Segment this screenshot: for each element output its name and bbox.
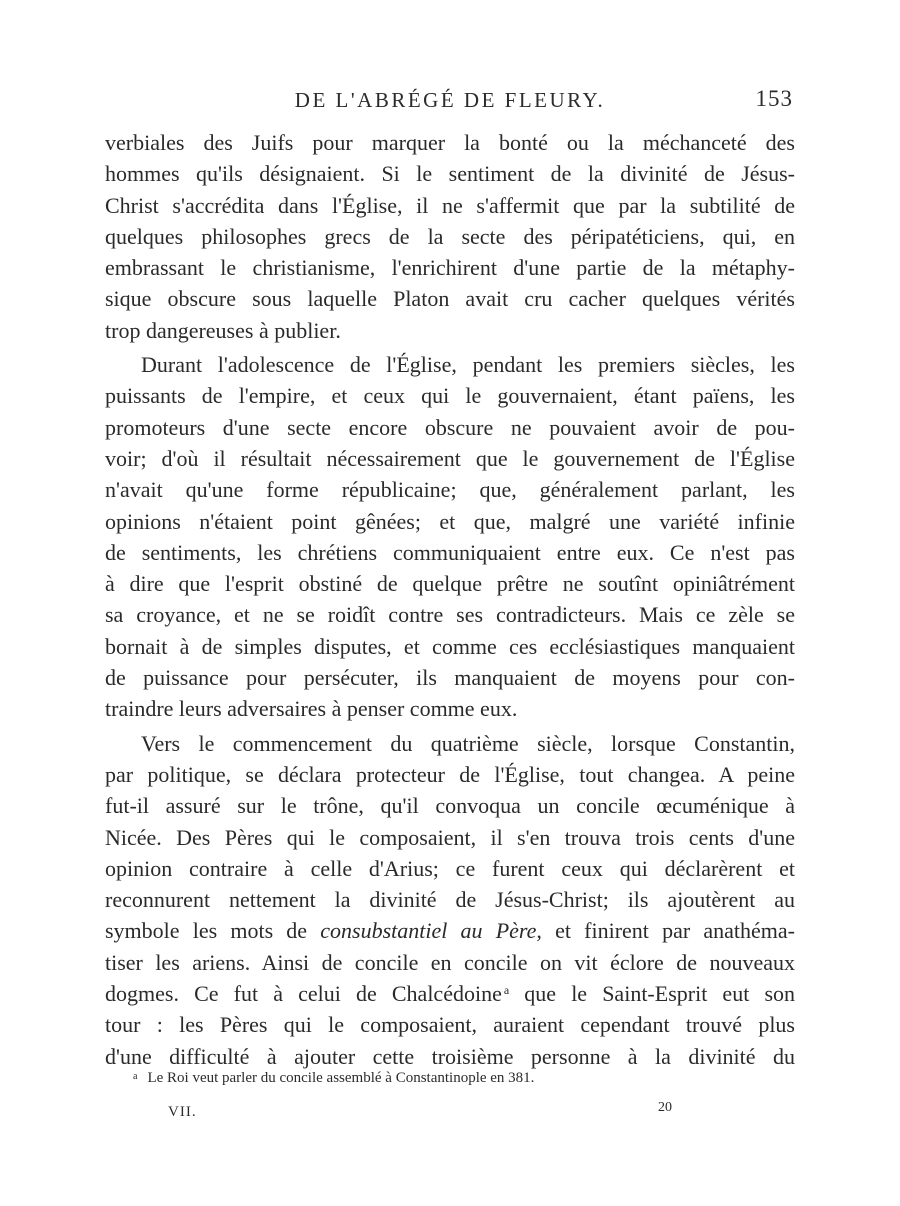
text-line: promoteurs d'une secte encore obscure ne pouvaient avoir de pou-	[105, 414, 795, 440]
text-run: dogmes. Ce fut à celui de Chalcédoine	[105, 981, 502, 1007]
text-line: à dire que l'esprit obstiné de quelque prêtre ne soutînt opiniâtrément	[105, 571, 795, 597]
text-line: sa croyance, et ne se roidît contre ses contradicteurs. Mais ce zèle se	[105, 602, 795, 628]
page-number: 153	[755, 86, 793, 111]
footnote-text: Le Roi veut parler du concile assemblé à Constantinople en 381.	[147, 1070, 535, 1086]
text-line: tiser les ariens. Ainsi de concile en concile on vit éclore de nouveaux	[105, 949, 795, 975]
text-line: reconnurent nettement la divinité de Jésus-Christ; ils ajoutèrent au	[105, 887, 795, 913]
paragraph-1	[105, 127, 795, 346]
text-line: de sentiments, les chrétiens communiquaient entre eux. Ce n'est pas	[105, 539, 795, 565]
text-line: n'avait qu'une forme républicaine; que, généralement parlant, les	[105, 477, 795, 503]
footnote-mark: a	[133, 1071, 138, 1082]
text-line: de puissance pour persécuter, ils manquaient de moyens pour con-	[105, 665, 795, 691]
paragraph-3	[105, 728, 795, 1072]
text-line: fut-il assuré sur le trône, qu'il convoqua un concile œcuménique à	[105, 793, 795, 819]
signature-mark: VII.	[168, 1104, 197, 1120]
text-line-with-reference	[105, 978, 795, 1009]
text-line: Christ s'accrédita dans l'Église, il ne s'affermit que par la subtilité de	[105, 192, 795, 218]
text-line: par politique, se déclara protecteur de l'Église, tout changea. A peine	[105, 761, 795, 787]
text-run: que le Saint-Esprit eut son	[509, 981, 795, 1007]
text-line: opinion contraire à celle d'Arius; ce furent ceux qui déclarèrent et	[105, 855, 795, 881]
text-line: quelques philosophes grecs de la secte des péripatéticiens, qui, en	[105, 223, 795, 249]
text-line: opinions n'étaient point gênées; et que, malgré une variété infinie	[105, 508, 795, 534]
running-head: DE L'ABRÉGÉ DE FLEURY.	[294, 88, 606, 112]
page-header	[105, 84, 795, 120]
footnote	[133, 1070, 773, 1087]
text-line-italic-phrase	[105, 915, 795, 946]
text-line: Nicée. Des Pères qui le composaient, il s'en trouva trois cents d'une	[105, 824, 795, 850]
paragraph-2	[105, 349, 795, 725]
text-line: Vers le commencement du quatrième siècle, lorsque Constantin,	[141, 730, 795, 756]
text-run: symbole les mots de	[105, 918, 321, 944]
text-line: sique obscure sous laquelle Platon avait cru cacher quelques vérités	[105, 286, 795, 312]
text-line: puissants de l'empire, et ceux qui le gouvernaient, étant païens, les	[105, 383, 795, 409]
body-text	[105, 127, 795, 1072]
italic-phrase: consubstantiel au Père,	[320, 918, 542, 944]
text-line: traindre leurs adversaires à penser comme eux.	[105, 696, 518, 722]
text-line: hommes qu'ils désignaient. Si le sentiment de la divinité de Jésus-	[105, 161, 795, 187]
footnote-reference: a	[503, 983, 510, 998]
text-line: embrassant le christianisme, l'enrichirent d'une partie de la métaphy-	[105, 255, 795, 281]
text-line: trop dangereuses à publier.	[105, 317, 341, 343]
text-run: et finirent par anathéma-	[541, 918, 795, 944]
sheet-number: 20	[658, 1100, 672, 1115]
text-line: bornait à de simples disputes, et comme ces ecclésiastiques manquaient	[105, 633, 795, 659]
text-line: Durant l'adolescence de l'Église, pendant les premiers siècles, les	[141, 352, 795, 378]
text-line: voir; d'où il résultait nécessairement que le gouvernement de l'Église	[105, 445, 795, 471]
text-line: verbiales des Juifs pour marquer la bonté ou la méchanceté des	[105, 130, 795, 155]
text-line: tour : les Pères qui le composaient, auraient cependant trouvé plus	[105, 1012, 795, 1038]
text-line: d'une difficulté à ajouter cette troisième personne à la divinité du	[105, 1043, 795, 1069]
